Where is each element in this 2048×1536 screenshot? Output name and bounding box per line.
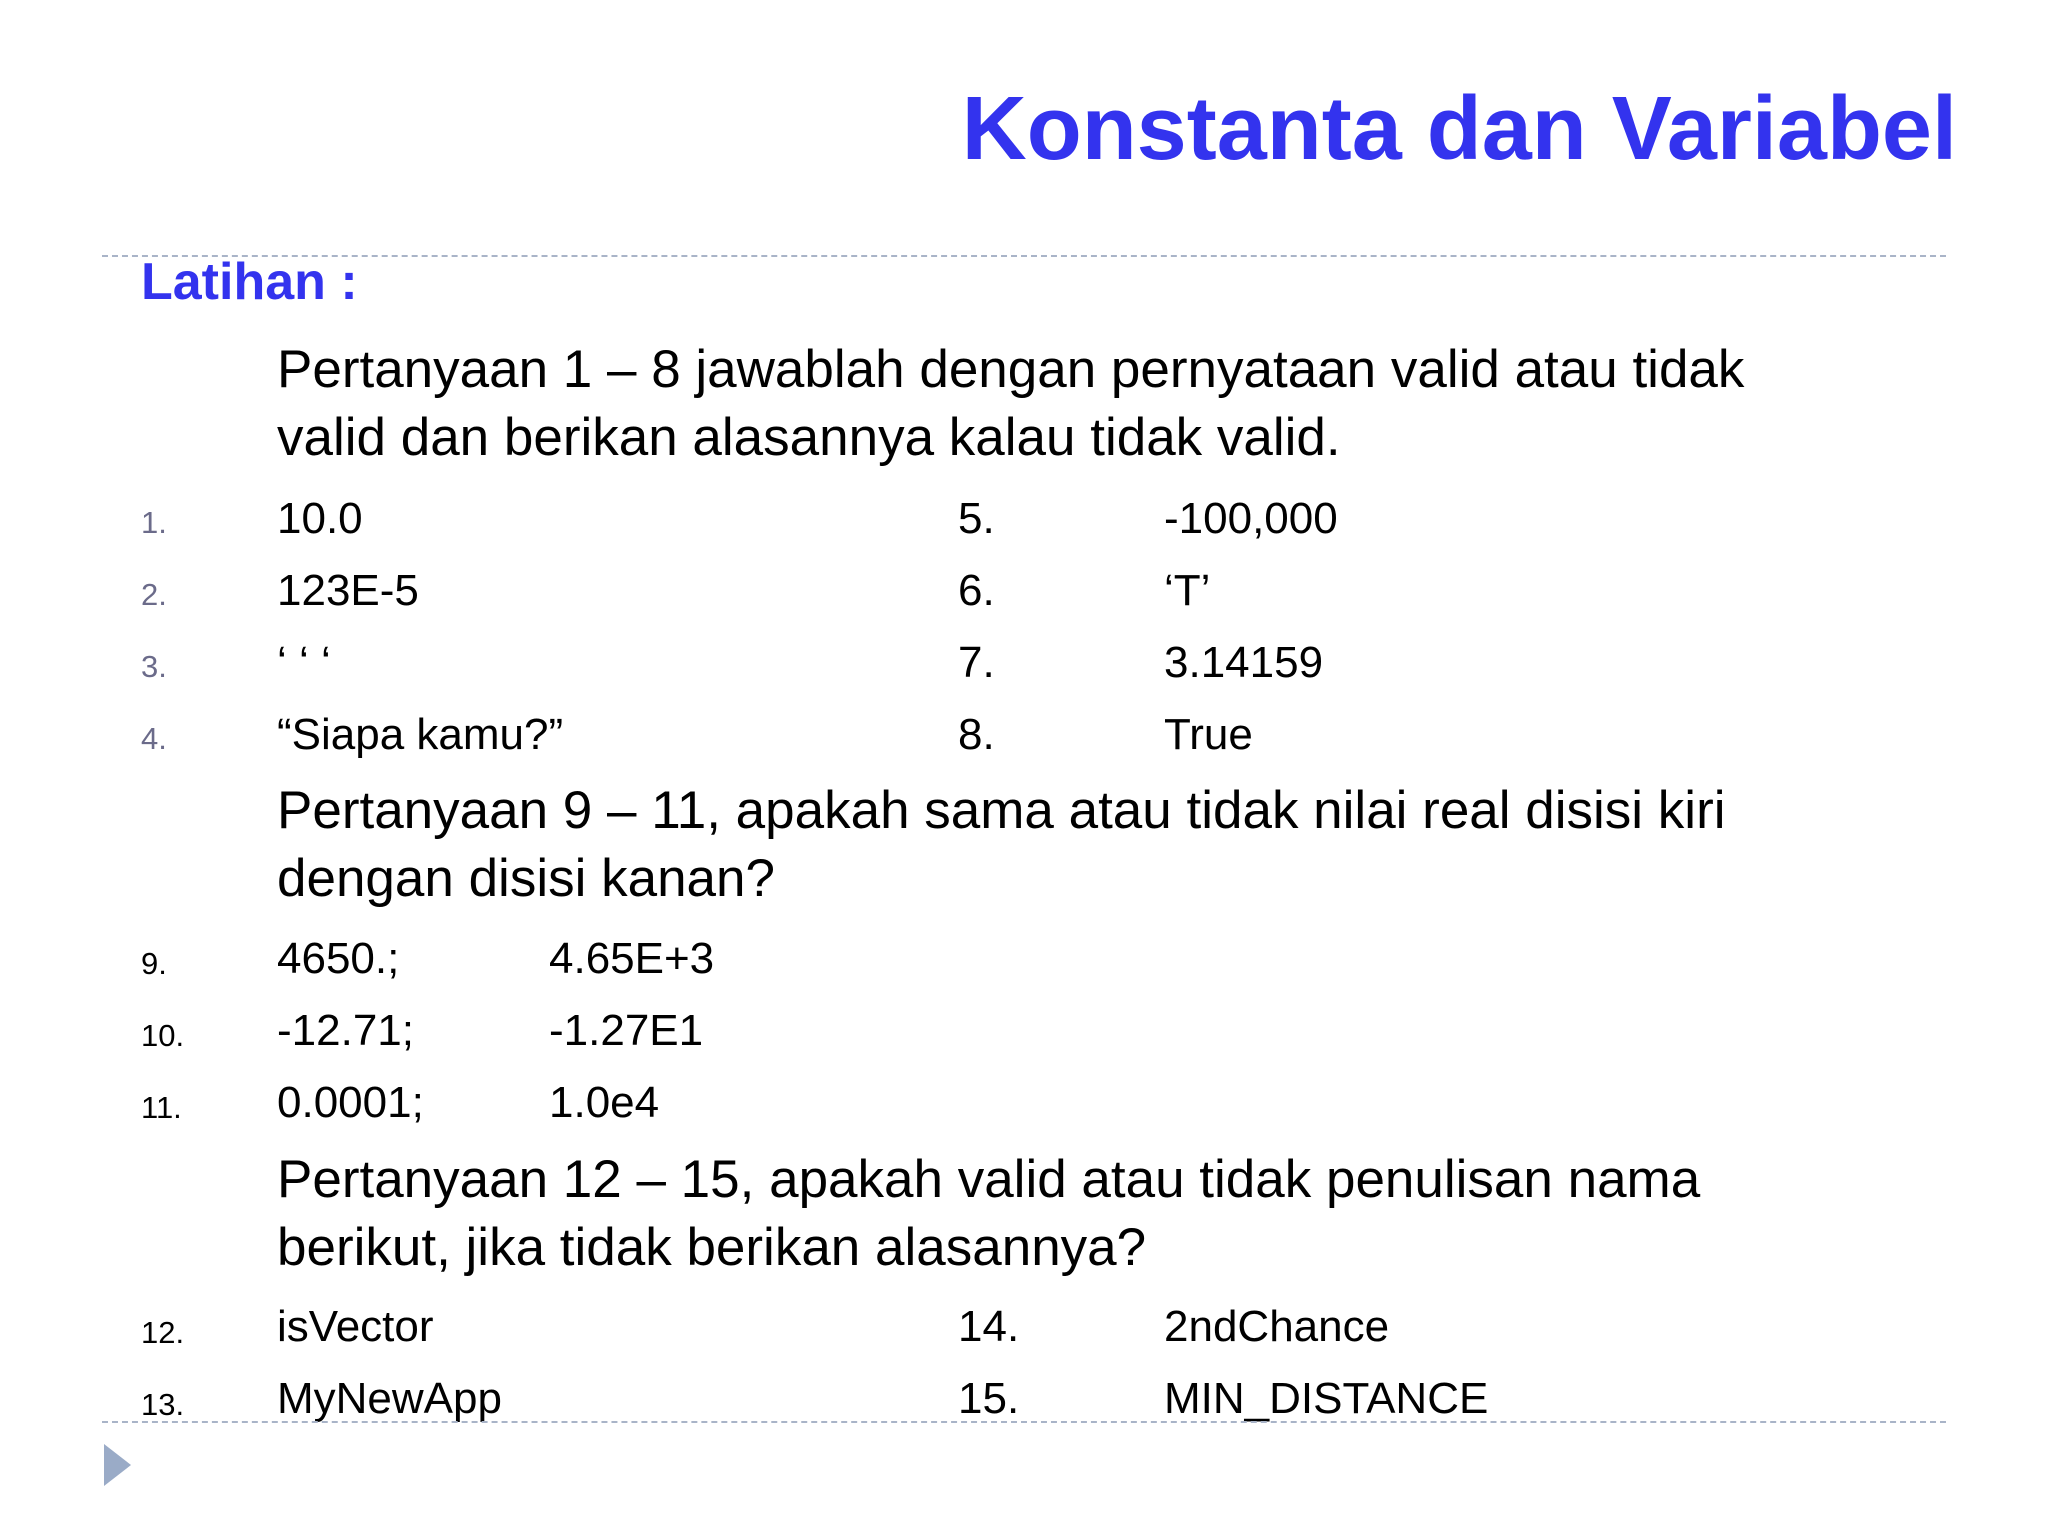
item-right-value: -1.27E1 <box>549 1006 704 1055</box>
question-1-8-line-1: Pertanyaan 1 – 8 jawablah dengan pernyataan valid atau tidak <box>277 340 1745 399</box>
item-value: True <box>1164 710 1253 759</box>
item-number: 12. <box>141 1315 185 1350</box>
item-value: ‘ ‘ ‘ <box>277 638 331 687</box>
item-left-value: 0.0001; <box>277 1078 424 1127</box>
question-1-8-line-2: valid dan berikan alasannya kalau tidak valid. <box>277 408 1341 467</box>
item-value: ‘T’ <box>1164 566 1211 615</box>
item-number: 15. <box>958 1374 1020 1423</box>
question-12-15-text <box>277 1146 1700 1282</box>
item-value: 3.14159 <box>1164 638 1324 687</box>
item-left-value: 4650.; <box>277 934 400 983</box>
section-label: Latihan : <box>141 253 358 311</box>
item-number: 11. <box>141 1090 182 1125</box>
item-number: 5. <box>958 494 995 543</box>
item-value: MIN_DISTANCE <box>1164 1374 1489 1423</box>
slide-title: Konstanta dan Variabel <box>961 79 1957 179</box>
question-12-15-line-2: berikut, jika tidak berikan alasannya? <box>277 1218 1147 1277</box>
top-divider <box>102 255 1946 257</box>
item-value: “Siapa kamu?” <box>277 710 564 759</box>
item-number: 14. <box>958 1302 1020 1351</box>
item-number: 9. <box>141 946 167 981</box>
item-right-value: 1.0e4 <box>549 1078 660 1127</box>
question-1-8-text <box>277 336 1744 472</box>
item-number: 13. <box>141 1387 185 1422</box>
item-left-value: -12.71; <box>277 1006 414 1055</box>
item-number: 4. <box>141 721 167 756</box>
play-triangle-icon[interactable] <box>104 1444 131 1486</box>
item-value: MyNewApp <box>277 1374 502 1423</box>
item-number: 3. <box>141 649 167 684</box>
item-value: 10.0 <box>277 494 363 543</box>
item-number: 6. <box>958 566 995 615</box>
question-9-11-line-2: dengan disisi kanan? <box>277 849 775 908</box>
item-right-value: 4.65E+3 <box>549 934 715 983</box>
item-value: -100,000 <box>1164 494 1338 543</box>
item-value: isVector <box>277 1302 434 1351</box>
question-12-15-line-1: Pertanyaan 12 – 15, apakah valid atau tidak penulisan nama <box>277 1150 1701 1209</box>
item-number: 10. <box>141 1018 185 1053</box>
item-value: 123E-5 <box>277 566 419 615</box>
item-number: 2. <box>141 577 167 612</box>
item-number: 8. <box>958 710 995 759</box>
question-9-11-text <box>277 777 1726 913</box>
bottom-divider <box>102 1421 1946 1423</box>
item-number: 7. <box>958 638 995 687</box>
item-number: 1. <box>141 505 167 540</box>
item-value: 2ndChance <box>1164 1302 1390 1351</box>
question-9-11-line-1: Pertanyaan 9 – 11, apakah sama atau tidak nilai real disisi kiri <box>277 781 1726 840</box>
